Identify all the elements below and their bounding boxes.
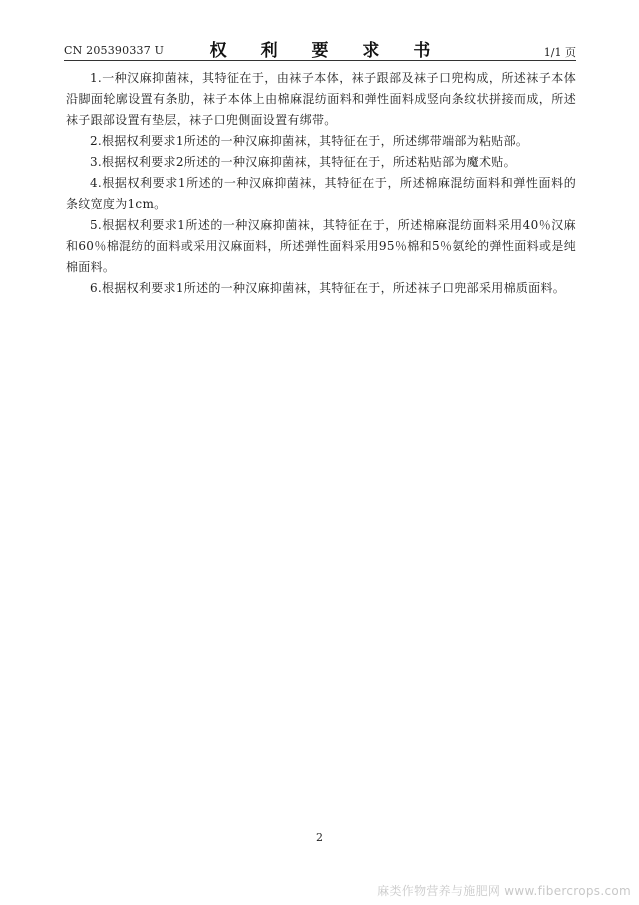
page-title: 权 利 要 求 书 <box>209 41 445 61</box>
page-count: 1/1 页 <box>543 46 576 59</box>
claim-3: 3.根据权利要求2所述的一种汉麻抑菌袜，其特征在于，所述粘贴部为魔术贴。 <box>90 155 516 169</box>
claim-6: 6.根据权利要求1所述的一种汉麻抑菌袜，其特征在于，所述袜子口兜部采用棉质面料。 <box>90 281 566 295</box>
document-header <box>64 34 576 60</box>
site-watermark: 麻类作物营养与施肥网 www.fibercrops.com <box>377 884 631 898</box>
claim-1: 1.一种汉麻抑菌袜，其特征在于，由袜子本体，袜子跟部及袜子口兜构成，所述袜子本体沿脚面轮廓设置有条肋，袜子本体上由棉麻混纺面料和弹性面料成竖向条纹状拼接而成，所述袜子跟部设置有垫层，袜子口兜侧面设置有绑带。 <box>66 71 576 127</box>
claim-4: 4.根据权利要求1所述的一种汉麻抑菌袜，其特征在于，所述棉麻混纺面料和弹性面料的条纹宽度为1cm。 <box>66 176 576 211</box>
claim-5: 5.根据权利要求1所述的一种汉麻抑菌袜，其特征在于，所述棉麻混纺面料采用40％汉麻和60％棉混纺的面料或采用汉麻面料，所述弹性面料采用95％棉和5％氨纶的弹性面料或是纯棉面料。 <box>66 218 576 274</box>
header-divider <box>64 60 576 61</box>
page-number: 2 <box>316 831 323 844</box>
claim-2: 2.根据权利要求1所述的一种汉麻抑菌袜，其特征在于，所述绑带端部为粘贴部。 <box>90 134 529 148</box>
claims-list <box>66 68 576 299</box>
patent-number: CN 205390337 U <box>64 44 165 57</box>
